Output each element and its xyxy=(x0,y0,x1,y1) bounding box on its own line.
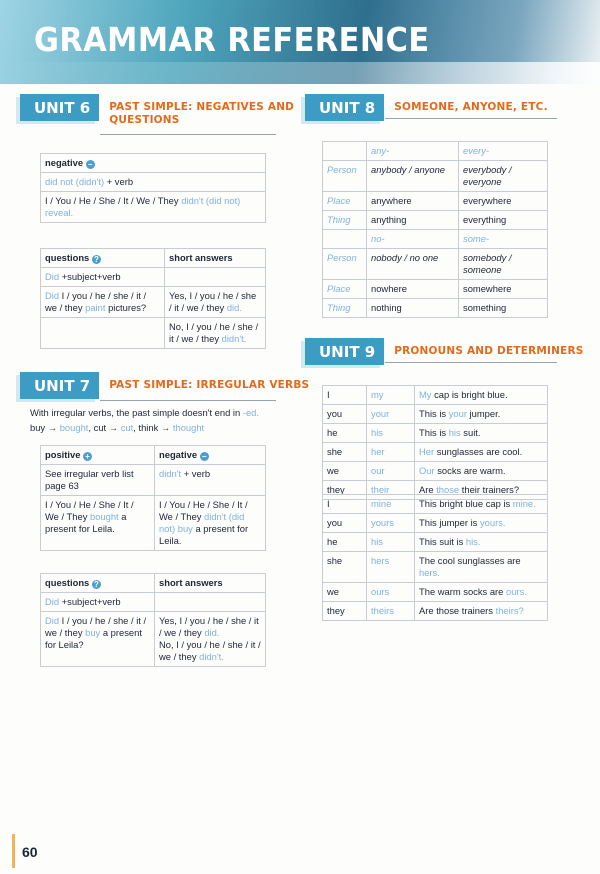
unit9-heading xyxy=(305,338,584,365)
unit6-q-empty xyxy=(41,318,165,349)
plus-circle-icon: + xyxy=(83,452,92,461)
page-number: 60 xyxy=(22,844,38,860)
unit6-tag: UNIT 6 xyxy=(20,94,99,121)
unit8-heading xyxy=(305,94,548,121)
table-row: Place anywhere everywhere xyxy=(323,192,548,211)
unit8-tag: UNIT 8 xyxy=(305,94,384,121)
unit6-title-line1: PAST SIMPLE: NEGATIVES AND xyxy=(109,101,295,113)
unit6-negative-table xyxy=(40,153,266,223)
table-row: they theirs Are those trainers theirs? xyxy=(323,602,548,621)
unit7-positive-header: positive + xyxy=(41,446,155,465)
unit8-col-some: some- xyxy=(459,230,548,249)
unit8-title: SOMEONE, ANYONE, ETC. xyxy=(394,101,548,113)
unit9-rule xyxy=(385,362,557,363)
page-title: GRAMMAR REFERENCE xyxy=(34,20,430,59)
unit8-col-every: every- xyxy=(459,142,548,161)
question-circle-icon: ? xyxy=(92,580,101,589)
table-row: we ours The warm socks are ours. xyxy=(323,583,548,602)
unit7-rule xyxy=(100,400,276,401)
unit7-questions-header: questions ? xyxy=(41,574,155,593)
unit9-title: PRONOUNS AND DETERMINERS xyxy=(394,345,584,357)
unit6-q-row2: Did I / you / he / she / it / we / they paint pictures? xyxy=(41,287,165,318)
minus-circle-icon: − xyxy=(200,452,209,461)
table-row: I mine This bright blue cap is mine. xyxy=(323,495,548,514)
unit8-rule xyxy=(385,118,557,119)
unit6-neg-row1: did not (didn't) + verb xyxy=(41,173,266,192)
unit7-short-answers-header: short answers xyxy=(155,574,266,593)
unit6-title-line2: QUESTIONS xyxy=(109,114,180,126)
unit9-adjectives-table xyxy=(322,385,548,500)
table-row: I my My cap is bright blue. xyxy=(323,386,548,405)
table-row: he his This suit is his. xyxy=(323,533,548,552)
minus-circle-icon: − xyxy=(86,160,95,169)
unit6-questions-header: questions ? xyxy=(41,249,165,268)
table-row: Place nowhere somewhere xyxy=(323,280,548,299)
unit6-sa-row3: No, I / you / he / she / it / we / they didn't. xyxy=(165,318,266,349)
unit6-sa-empty xyxy=(165,268,266,287)
unit7-pos-row1: See irregular verb list page 63 xyxy=(41,465,155,496)
table-row: Person anybody / anyone everybody / everyone xyxy=(323,161,548,192)
unit7-neg-row1: didn't + verb xyxy=(155,465,266,496)
unit7-sa-row2: Yes, I / you / he / she / it / we / they did. No, I / you / he / she / it / we / they didn't. xyxy=(155,612,266,667)
unit7-pos-neg-table xyxy=(40,445,266,551)
table-row: you your This is your jumper. xyxy=(323,405,548,424)
table-row: we our Our socks are warm. xyxy=(323,462,548,481)
unit7-heading xyxy=(20,372,309,399)
table-row: she hers The cool sunglasses are hers. xyxy=(323,552,548,583)
unit6-title xyxy=(109,101,294,127)
unit7-pos-row2: I / You / He / She / It / We / They bought a present for Leila. xyxy=(41,496,155,551)
banner-stripe xyxy=(0,62,600,84)
table-row: Thing nothing something xyxy=(323,299,548,318)
unit8-col-no: no- xyxy=(367,230,459,249)
unit6-neg-row2: I / You / He / She / It / We / They didn't (did not) reveal. xyxy=(41,192,266,223)
unit9-pronouns-table xyxy=(322,494,548,621)
unit7-negative-header: negative − xyxy=(155,446,266,465)
unit6-negative-header: negative − xyxy=(41,154,266,173)
header-banner xyxy=(0,0,600,84)
table-row: they their Are those their trainers? xyxy=(323,481,548,500)
question-circle-icon: ? xyxy=(92,255,101,264)
unit6-sa-row2: Yes, I / you / he / she / it / we / they did. xyxy=(165,287,266,318)
unit8-col-any: any- xyxy=(367,142,459,161)
unit7-questions-table xyxy=(40,573,266,667)
unit9-tag: UNIT 9 xyxy=(305,338,384,365)
unit7-tag: UNIT 7 xyxy=(20,372,99,399)
unit7-q-row2: Did I / you / he / she / it / we / they buy a present for Leila? xyxy=(41,612,155,667)
table-row: Thing anything everything xyxy=(323,211,548,230)
table-row: he his This is his suit. xyxy=(323,424,548,443)
unit6-heading xyxy=(20,94,294,127)
unit7-examples: buy → bought, cut → cut, think → thought xyxy=(30,422,205,433)
table-row: Person nobody / no one somebody / someone xyxy=(323,249,548,280)
unit6-q-row1: Did +subject+verb xyxy=(41,268,165,287)
unit8-table xyxy=(322,141,548,318)
unit7-title: PAST SIMPLE: IRREGULAR VERBS xyxy=(109,379,310,391)
unit6-questions-table xyxy=(40,248,266,349)
unit6-short-answers-header: short answers xyxy=(165,249,266,268)
unit7-neg-row2: I / You / He / She / It / We / They didn't (did not) buy a present for Leila. xyxy=(155,496,266,551)
table-row: she her Her sunglasses are cool. xyxy=(323,443,548,462)
unit7-sa-empty xyxy=(155,593,266,612)
unit6-rule xyxy=(100,134,276,135)
unit7-intro: With irregular verbs, the past simple doesn't end in -ed. xyxy=(30,407,259,418)
table-row: you yours This jumper is yours. xyxy=(323,514,548,533)
unit7-q-row1: Did +subject+verb xyxy=(41,593,155,612)
